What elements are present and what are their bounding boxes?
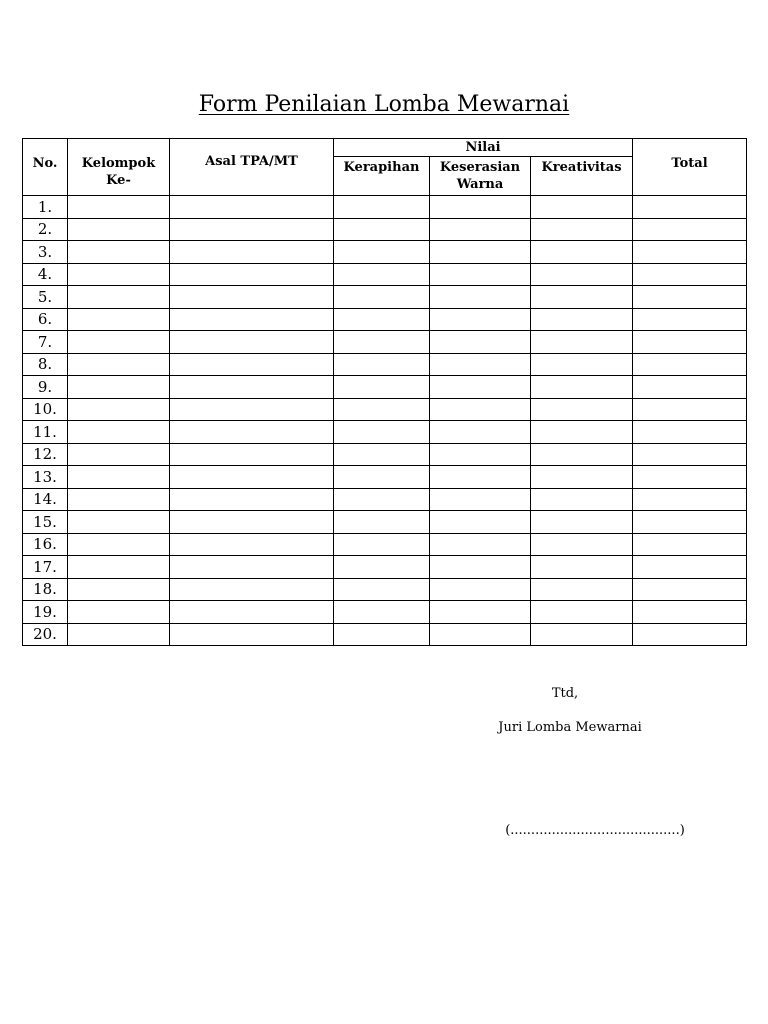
asal-cell bbox=[170, 286, 334, 309]
asal-cell bbox=[170, 443, 334, 466]
score-table bbox=[22, 138, 747, 646]
row-number: 14. bbox=[23, 488, 68, 511]
kerapihan-cell bbox=[334, 218, 430, 241]
row-number: 12. bbox=[23, 443, 68, 466]
header-keserasian-line1: Keserasian bbox=[439, 160, 521, 175]
table-row bbox=[23, 421, 747, 444]
keserasian-cell bbox=[430, 376, 531, 399]
header-no: No. bbox=[23, 139, 68, 196]
keserasian-cell bbox=[430, 533, 531, 556]
row-number: 3. bbox=[23, 241, 68, 264]
kerapihan-cell bbox=[334, 533, 430, 556]
asal-cell bbox=[170, 263, 334, 286]
total-cell bbox=[633, 578, 747, 601]
asal-cell bbox=[170, 376, 334, 399]
keserasian-cell bbox=[430, 308, 531, 331]
kerapihan-cell bbox=[334, 556, 430, 579]
table-row bbox=[23, 353, 747, 376]
kerapihan-cell bbox=[334, 421, 430, 444]
row-number: 1. bbox=[23, 196, 68, 219]
header-kreativitas: Kreativitas bbox=[531, 157, 633, 196]
asal-cell bbox=[170, 488, 334, 511]
total-cell bbox=[633, 443, 747, 466]
kreativitas-cell bbox=[531, 286, 633, 309]
asal-cell bbox=[170, 218, 334, 241]
kerapihan-cell bbox=[334, 398, 430, 421]
kelompok-cell bbox=[68, 376, 170, 399]
asal-cell bbox=[170, 241, 334, 264]
kerapihan-cell bbox=[334, 376, 430, 399]
row-number: 15. bbox=[23, 511, 68, 534]
keserasian-cell bbox=[430, 286, 531, 309]
asal-cell bbox=[170, 398, 334, 421]
form-title: Form Penilaian Lomba Mewarnai bbox=[198, 92, 570, 117]
row-number: 20. bbox=[23, 623, 68, 646]
table-row bbox=[23, 488, 747, 511]
asal-cell bbox=[170, 308, 334, 331]
kreativitas-cell bbox=[531, 353, 633, 376]
asal-cell bbox=[170, 556, 334, 579]
header-kelompok-line2: Ke- bbox=[106, 173, 131, 188]
kreativitas-cell bbox=[531, 196, 633, 219]
row-number: 5. bbox=[23, 286, 68, 309]
kreativitas-cell bbox=[531, 331, 633, 354]
kreativitas-cell bbox=[531, 421, 633, 444]
total-cell bbox=[633, 218, 747, 241]
keserasian-cell bbox=[430, 623, 531, 646]
table-row bbox=[23, 376, 747, 399]
table-row bbox=[23, 196, 747, 219]
table-row bbox=[23, 286, 747, 309]
row-number: 7. bbox=[23, 331, 68, 354]
table-row bbox=[23, 331, 747, 354]
score-table-body bbox=[23, 196, 747, 646]
kelompok-cell bbox=[68, 488, 170, 511]
header-kerapihan: Kerapihan bbox=[334, 157, 430, 196]
table-row bbox=[23, 623, 747, 646]
header-kelompok bbox=[68, 139, 170, 196]
total-cell bbox=[633, 556, 747, 579]
row-number: 2. bbox=[23, 218, 68, 241]
keserasian-cell bbox=[430, 443, 531, 466]
row-number: 10. bbox=[23, 398, 68, 421]
kelompok-cell bbox=[68, 421, 170, 444]
row-number: 17. bbox=[23, 556, 68, 579]
header-kelompok-line1: Kelompok bbox=[81, 156, 156, 171]
table-row bbox=[23, 443, 747, 466]
keserasian-cell bbox=[430, 263, 531, 286]
kerapihan-cell bbox=[334, 623, 430, 646]
keserasian-cell bbox=[430, 398, 531, 421]
kerapihan-cell bbox=[334, 286, 430, 309]
keserasian-cell bbox=[430, 218, 531, 241]
kreativitas-cell bbox=[531, 263, 633, 286]
keserasian-cell bbox=[430, 196, 531, 219]
header-keserasian bbox=[430, 157, 531, 196]
kreativitas-cell bbox=[531, 376, 633, 399]
table-row bbox=[23, 511, 747, 534]
kelompok-cell bbox=[68, 578, 170, 601]
kreativitas-cell bbox=[531, 443, 633, 466]
kelompok-cell bbox=[68, 466, 170, 489]
kerapihan-cell bbox=[334, 241, 430, 264]
kelompok-cell bbox=[68, 286, 170, 309]
header-total: Total bbox=[633, 139, 747, 196]
kreativitas-cell bbox=[531, 241, 633, 264]
kelompok-cell bbox=[68, 353, 170, 376]
row-number: 9. bbox=[23, 376, 68, 399]
row-number: 11. bbox=[23, 421, 68, 444]
keserasian-cell bbox=[430, 511, 531, 534]
asal-cell bbox=[170, 578, 334, 601]
kreativitas-cell bbox=[531, 601, 633, 624]
kreativitas-cell bbox=[531, 556, 633, 579]
total-cell bbox=[633, 331, 747, 354]
total-cell bbox=[633, 466, 747, 489]
table-row bbox=[23, 533, 747, 556]
keserasian-cell bbox=[430, 488, 531, 511]
table-row bbox=[23, 398, 747, 421]
kerapihan-cell bbox=[334, 353, 430, 376]
keserasian-cell bbox=[430, 466, 531, 489]
kreativitas-cell bbox=[531, 578, 633, 601]
kerapihan-cell bbox=[334, 601, 430, 624]
table-row bbox=[23, 241, 747, 264]
total-cell bbox=[633, 623, 747, 646]
kelompok-cell bbox=[68, 331, 170, 354]
total-cell bbox=[633, 241, 747, 264]
kerapihan-cell bbox=[334, 578, 430, 601]
kerapihan-cell bbox=[334, 511, 430, 534]
kelompok-cell bbox=[68, 533, 170, 556]
asal-cell bbox=[170, 331, 334, 354]
total-cell bbox=[633, 488, 747, 511]
table-row bbox=[23, 218, 747, 241]
table-row bbox=[23, 578, 747, 601]
header-asal: Asal TPA/MT bbox=[170, 139, 334, 196]
total-cell bbox=[633, 398, 747, 421]
total-cell bbox=[633, 421, 747, 444]
asal-cell bbox=[170, 353, 334, 376]
kelompok-cell bbox=[68, 511, 170, 534]
total-cell bbox=[633, 353, 747, 376]
row-number: 13. bbox=[23, 466, 68, 489]
asal-cell bbox=[170, 601, 334, 624]
row-number: 19. bbox=[23, 601, 68, 624]
row-number: 6. bbox=[23, 308, 68, 331]
asal-cell bbox=[170, 421, 334, 444]
total-cell bbox=[633, 601, 747, 624]
row-number: 8. bbox=[23, 353, 68, 376]
keserasian-cell bbox=[430, 601, 531, 624]
signature-name-line: (.........................................) bbox=[505, 823, 685, 838]
row-number: 4. bbox=[23, 263, 68, 286]
kreativitas-cell bbox=[531, 398, 633, 421]
table-row bbox=[23, 466, 747, 489]
keserasian-cell bbox=[430, 578, 531, 601]
total-cell bbox=[633, 263, 747, 286]
kelompok-cell bbox=[68, 241, 170, 264]
asal-cell bbox=[170, 196, 334, 219]
kelompok-cell bbox=[68, 263, 170, 286]
kreativitas-cell bbox=[531, 623, 633, 646]
keserasian-cell bbox=[430, 421, 531, 444]
total-cell bbox=[633, 196, 747, 219]
kelompok-cell bbox=[68, 443, 170, 466]
asal-cell bbox=[170, 623, 334, 646]
kreativitas-cell bbox=[531, 308, 633, 331]
table-row bbox=[23, 263, 747, 286]
total-cell bbox=[633, 511, 747, 534]
kreativitas-cell bbox=[531, 511, 633, 534]
kerapihan-cell bbox=[334, 331, 430, 354]
kreativitas-cell bbox=[531, 466, 633, 489]
kelompok-cell bbox=[68, 601, 170, 624]
kelompok-cell bbox=[68, 556, 170, 579]
kelompok-cell bbox=[68, 218, 170, 241]
kreativitas-cell bbox=[531, 533, 633, 556]
keserasian-cell bbox=[430, 556, 531, 579]
total-cell bbox=[633, 308, 747, 331]
kerapihan-cell bbox=[334, 466, 430, 489]
header-keserasian-line2: Warna bbox=[456, 177, 504, 192]
keserasian-cell bbox=[430, 241, 531, 264]
kerapihan-cell bbox=[334, 263, 430, 286]
kerapihan-cell bbox=[334, 196, 430, 219]
asal-cell bbox=[170, 466, 334, 489]
kelompok-cell bbox=[68, 196, 170, 219]
row-number: 18. bbox=[23, 578, 68, 601]
asal-cell bbox=[170, 511, 334, 534]
kreativitas-cell bbox=[531, 218, 633, 241]
kelompok-cell bbox=[68, 623, 170, 646]
keserasian-cell bbox=[430, 331, 531, 354]
table-row bbox=[23, 556, 747, 579]
kelompok-cell bbox=[68, 308, 170, 331]
signature-role: Juri Lomba Mewarnai bbox=[498, 720, 642, 735]
kerapihan-cell bbox=[334, 488, 430, 511]
table-row bbox=[23, 308, 747, 331]
kreativitas-cell bbox=[531, 488, 633, 511]
header-nilai: Nilai bbox=[334, 139, 633, 157]
total-cell bbox=[633, 286, 747, 309]
keserasian-cell bbox=[430, 353, 531, 376]
kerapihan-cell bbox=[334, 443, 430, 466]
table-row bbox=[23, 601, 747, 624]
total-cell bbox=[633, 533, 747, 556]
asal-cell bbox=[170, 533, 334, 556]
signature-ttd: Ttd, bbox=[551, 686, 579, 701]
kerapihan-cell bbox=[334, 308, 430, 331]
kelompok-cell bbox=[68, 398, 170, 421]
total-cell bbox=[633, 376, 747, 399]
row-number: 16. bbox=[23, 533, 68, 556]
